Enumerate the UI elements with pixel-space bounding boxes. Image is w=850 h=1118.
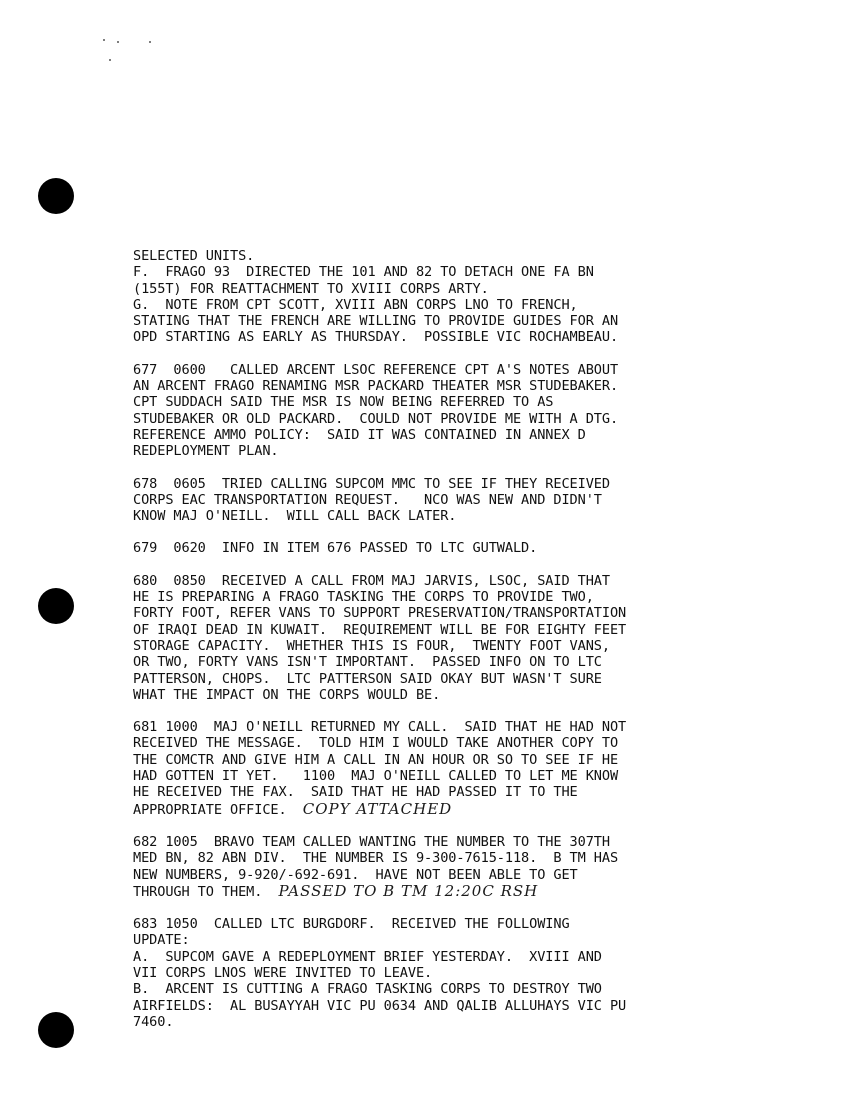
punch-hole-middle bbox=[38, 588, 74, 624]
paragraph-entry-677 bbox=[133, 362, 823, 460]
text-line: G. NOTE FROM CPT SCOTT, XVIII ABN CORPS LNO TO FRENCH, bbox=[133, 296, 578, 313]
text-line: F. FRAGO 93 DIRECTED THE 101 AND 82 TO DETACH ONE FA BN bbox=[133, 264, 594, 281]
handwritten-annotation: PASSED TO B TM 12:20C RSH bbox=[278, 881, 539, 900]
text-line: UPDATE: bbox=[133, 932, 190, 949]
paragraph-entry-678 bbox=[133, 476, 823, 525]
text-line: SELECTED UNITS. bbox=[133, 248, 255, 264]
text-line: OR TWO, FORTY VANS ISN'T IMPORTANT. PASSED INFO ON TO LTC bbox=[133, 654, 602, 671]
text-line: AN ARCENT FRAGO RENAMING MSR PACKARD THEATER MSR STUDEBAKER. bbox=[133, 378, 619, 395]
text-line: THROUGH TO THEM. bbox=[133, 883, 263, 900]
text-line: HE IS PREPARING A FRAGO TASKING THE CORPS TO PROVIDE TWO, bbox=[133, 589, 594, 606]
paragraph-entry-679 bbox=[133, 540, 823, 556]
text-line: HE RECEIVED THE FAX. SAID THAT HE HAD PASSED IT TO THE bbox=[133, 784, 578, 801]
handwritten-annotation: COPY ATTACHED bbox=[302, 799, 453, 818]
text-line: RECEIVED THE MESSAGE. TOLD HIM I WOULD TAKE ANOTHER COPY TO bbox=[133, 735, 619, 752]
punch-hole-bottom bbox=[38, 1012, 74, 1048]
paragraph-entry-680 bbox=[133, 573, 823, 703]
text-line: B. ARCENT IS CUTTING A FRAGO TASKING CORPS TO DESTROY TWO bbox=[133, 981, 602, 998]
paragraph-entry-683 bbox=[133, 916, 823, 1030]
text-line: 683 1050 CALLED LTC BURGDORF. RECEIVED THE FOLLOWING bbox=[133, 916, 570, 933]
text-line: 680 0850 RECEIVED A CALL FROM MAJ JARVIS, LSOC, SAID THAT bbox=[133, 572, 610, 589]
text-line: CPT SUDDACH SAID THE MSR IS NOW BEING REFERRED TO AS bbox=[133, 394, 554, 411]
text-line-with-annotation bbox=[133, 883, 823, 900]
paragraph-entry-681 bbox=[133, 719, 823, 818]
text-line: HAD GOTTEN IT YET. 1100 MAJ O'NEILL CALLED TO LET ME KNOW bbox=[133, 768, 619, 785]
text-line: CORPS EAC TRANSPORTATION REQUEST. NCO WAS NEW AND DIDN'T bbox=[133, 491, 602, 508]
text-line: PATTERSON, CHOPS. LTC PATTERSON SAID OKAY BUT WASN'T SURE bbox=[133, 670, 602, 687]
text-line: A. SUPCOM GAVE A REDEPLOYMENT BRIEF YESTERDAY. XVIII AND bbox=[133, 948, 602, 965]
text-line: VII CORPS LNOS WERE INVITED TO LEAVE. bbox=[133, 964, 433, 981]
text-line: 7460. bbox=[133, 1013, 174, 1030]
log-entries bbox=[133, 248, 823, 1046]
text-line: KNOW MAJ O'NEILL. WILL CALL BACK LATER. bbox=[133, 508, 457, 525]
text-line: OF IRAQI DEAD IN KUWAIT. REQUIREMENT WILL BE FOR EIGHTY FEET bbox=[133, 621, 627, 638]
text-line: 682 1005 BRAVO TEAM CALLED WANTING THE NUMBER TO THE 307TH bbox=[133, 833, 610, 850]
paragraph-selected-units bbox=[133, 248, 823, 346]
text-line: STATING THAT THE FRENCH ARE WILLING TO PROVIDE GUIDES FOR AN bbox=[133, 313, 619, 330]
text-line: WHAT THE IMPACT ON THE CORPS WOULD BE. bbox=[133, 686, 441, 703]
text-line: 679 0620 INFO IN ITEM 676 PASSED TO LTC GUTWALD. bbox=[133, 540, 538, 557]
text-line: 678 0605 TRIED CALLING SUPCOM MMC TO SEE IF THEY RECEIVED bbox=[133, 475, 610, 492]
text-line: 677 0600 CALLED ARCENT LSOC REFERENCE CPT A'S NOTES ABOUT bbox=[133, 361, 619, 378]
paragraph-entry-682 bbox=[133, 834, 823, 900]
text-line: STORAGE CAPACITY. WHETHER THIS IS FOUR, TWENTY FOOT VANS, bbox=[133, 637, 610, 654]
text-line: THE COMCTR AND GIVE HIM A CALL IN AN HOUR OR SO TO SEE IF HE bbox=[133, 751, 619, 768]
text-line: MED BN, 82 ABN DIV. THE NUMBER IS 9-300-7615-118. B TM HAS bbox=[133, 850, 619, 867]
punch-hole-top bbox=[38, 178, 74, 214]
text-line-with-annotation bbox=[133, 801, 823, 818]
text-line: REDEPLOYMENT PLAN. bbox=[133, 443, 279, 460]
text-line: FORTY FOOT, REFER VANS TO SUPPORT PRESERVATION/TRANSPORTATION bbox=[133, 605, 627, 622]
text-line: (155T) FOR REATTACHMENT TO XVIII CORPS ARTY. bbox=[133, 280, 489, 297]
text-line: NEW NUMBERS, 9-920/-692-691. HAVE NOT BEEN ABLE TO GET bbox=[133, 866, 578, 883]
text-line: REFERENCE AMMO POLICY: SAID IT WAS CONTAINED IN ANNEX D bbox=[133, 426, 586, 443]
text-line: STUDEBAKER OR OLD PACKARD. COULD NOT PROVIDE ME WITH A DTG. bbox=[133, 410, 619, 427]
text-line: OPD STARTING AS EARLY AS THURSDAY. POSSIBLE VIC ROCHAMBEAU. bbox=[133, 329, 619, 346]
text-line: AIRFIELDS: AL BUSAYYAH VIC PU 0634 AND QALIB ALLUHAYS VIC PU bbox=[133, 997, 627, 1014]
scan-speckles bbox=[96, 36, 176, 76]
text-line: 681 1000 MAJ O'NEILL RETURNED MY CALL. SAID THAT HE HAD NOT bbox=[133, 719, 627, 736]
text-line: APPROPRIATE OFFICE. bbox=[133, 801, 287, 818]
